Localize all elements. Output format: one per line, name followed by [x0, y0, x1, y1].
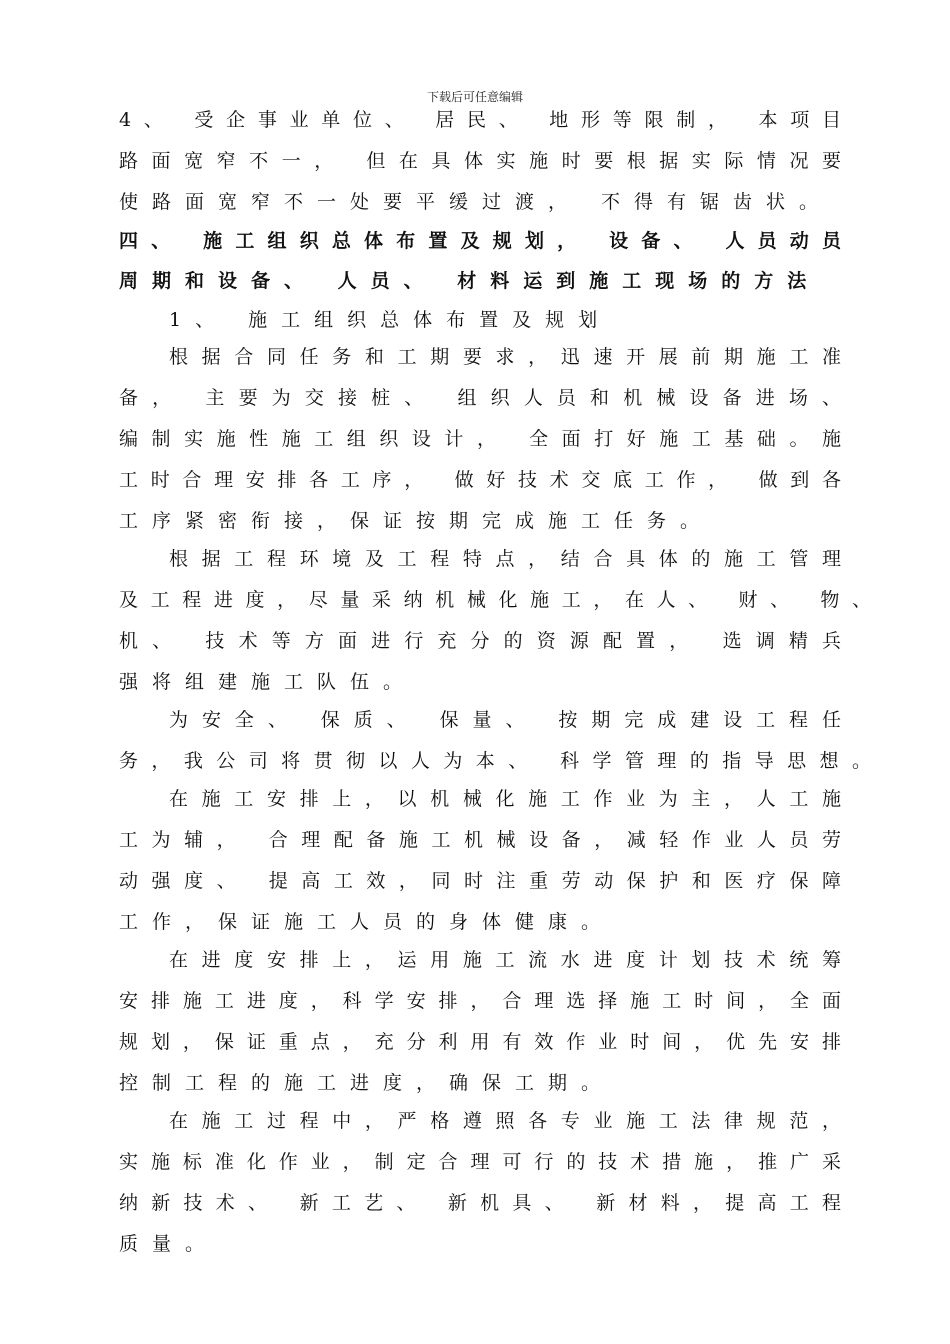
text-line: 在进度安排上，运用施工流水进度计划技术统筹 — [169, 949, 841, 971]
text-line: 控制工程的施工进度，确保工期。 — [119, 1072, 615, 1094]
text-line: 工作，保证施工人员的身体健康。 — [119, 911, 615, 933]
text-line: 动强度、 提高工效，同时注重劳动保护和医疗保障 — [119, 870, 841, 892]
text-line: 工时合理安排各工序， 做好技术交底工作， 做到各 — [119, 469, 841, 491]
text-line: 使路面宽窄不一处要平缓过渡， 不得有锯齿状。 — [119, 191, 833, 213]
text-line: 规划，保证重点，充分利用有效作业时间，优先安排 — [119, 1031, 841, 1053]
text-line: 强将组建施工队伍。 — [119, 671, 417, 693]
text-line: 根据合同任务和工期要求，迅速开展前期施工准 — [169, 346, 841, 368]
text-line: 在施工安排上，以机械化施工作业为主，人工施 — [169, 788, 841, 810]
section-heading-line: 四、 施工组织总体布置及规划， 设备、 人员动员 — [119, 230, 841, 252]
text-line: 安排施工进度，科学安排，合理选择施工时间，全面 — [119, 990, 841, 1012]
text-line: 编制实施性施工组织设计， 全面打好施工基础。施 — [119, 428, 841, 450]
text-line: 根据工程环境及工程特点，结合具体的施工管理 — [169, 548, 841, 570]
text-line: 机、 技术等方面进行充分的资源配置， 选调精兵 — [119, 630, 841, 652]
text-line: 纳新技术、 新工艺、 新机具、 新材料，提高工程 — [119, 1192, 841, 1214]
text-line: 质量。 — [119, 1233, 219, 1255]
header-note: 下载后可任意编辑 — [426, 90, 523, 104]
subsection-heading: 1、 施工组织总体布置及规划 — [169, 309, 612, 331]
text-line: 实施标准化作业，制定合理可行的技术措施，推广采 — [119, 1151, 841, 1173]
text-line: 在施工过程中，严格遵照各专业施工法律规范， — [169, 1110, 841, 1132]
text-line: 备， 主要为交接桩、 组织人员和机械设备进场、 — [119, 387, 841, 409]
text-line: 路面宽窄不一， 但在具体实施时要根据实际情况要 — [119, 150, 841, 172]
text-line: 4、 受企事业单位、 居民、 地形等限制， 本项目 — [119, 109, 841, 131]
text-line: 为安全、 保质、 保量、 按期完成建设工程任 — [169, 709, 841, 731]
text-line: 务，我公司将贯彻以人为本、 科学管理的指导思想。 — [119, 750, 871, 772]
text-line: 及工程进度，尽量采纳机械化施工，在人、 财、 物、 — [119, 589, 871, 611]
text-line: 工序紧密衔接，保证按期完成施工任务。 — [119, 510, 714, 532]
text-line: 工为辅， 合理配备施工机械设备，减轻作业人员劳 — [119, 829, 841, 851]
section-heading-line: 周期和设备、 人员、 材料运到施工现场的方法 — [119, 270, 821, 292]
